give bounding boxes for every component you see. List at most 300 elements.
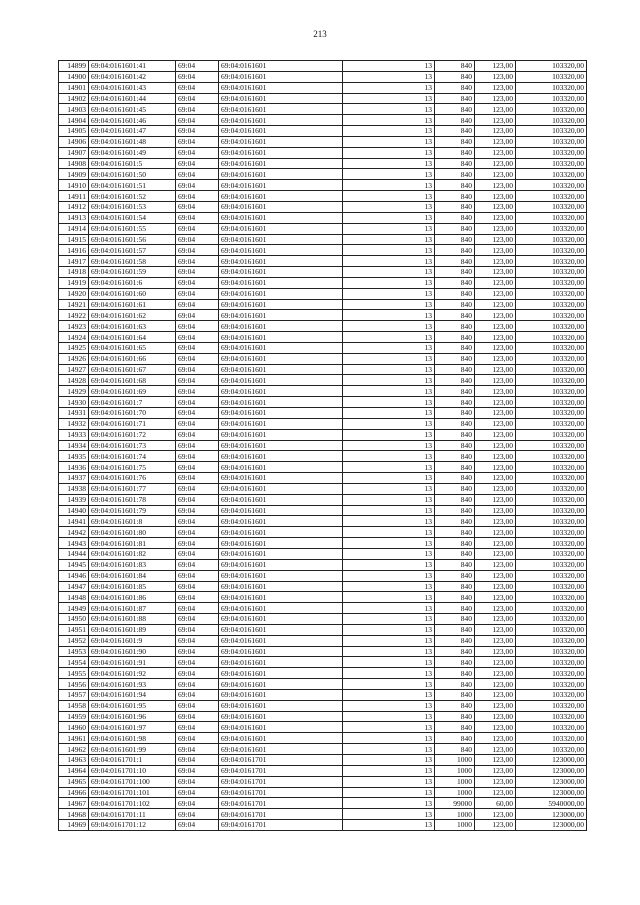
row-number-cell: 14926 bbox=[59, 353, 89, 364]
district-code-cell: 69:04 bbox=[176, 82, 219, 93]
row-number-cell: 14911 bbox=[59, 191, 89, 202]
table-row bbox=[59, 408, 587, 419]
area-cell: 1000 bbox=[435, 820, 475, 831]
district-code-cell: 69:04 bbox=[176, 115, 219, 126]
cadastral-number-cell: 69:04:0161601:92 bbox=[89, 668, 176, 679]
district-code-cell: 69:04 bbox=[176, 440, 219, 451]
table-row bbox=[59, 234, 587, 245]
cadastral-number-cell: 69:04:0161601:57 bbox=[89, 245, 176, 256]
zone-cell: 13 bbox=[343, 798, 435, 809]
zone-cell: 13 bbox=[343, 689, 435, 700]
table-row bbox=[59, 397, 587, 408]
row-number-cell: 14917 bbox=[59, 256, 89, 267]
cadastral-number-cell: 69:04:0161601:58 bbox=[89, 256, 176, 267]
area-cell: 840 bbox=[435, 104, 475, 115]
zone-cell: 13 bbox=[343, 201, 435, 212]
cadastral-value-cell: 103320,00 bbox=[516, 473, 587, 484]
district-code-cell: 69:04 bbox=[176, 61, 219, 72]
area-cell: 840 bbox=[435, 212, 475, 223]
row-number-cell: 14944 bbox=[59, 548, 89, 559]
row-number-cell: 14912 bbox=[59, 201, 89, 212]
zone-cell: 13 bbox=[343, 169, 435, 180]
rate-cell: 123,00 bbox=[475, 646, 516, 657]
cadastral-value-cell: 103320,00 bbox=[516, 397, 587, 408]
row-number-cell: 14939 bbox=[59, 494, 89, 505]
zone-cell: 13 bbox=[343, 223, 435, 234]
quarter-code-cell: 69:04:0161601 bbox=[219, 744, 343, 755]
area-cell: 840 bbox=[435, 115, 475, 126]
row-number-cell: 14923 bbox=[59, 321, 89, 332]
zone-cell: 13 bbox=[343, 592, 435, 603]
quarter-code-cell: 69:04:0161601 bbox=[219, 418, 343, 429]
rate-cell: 123,00 bbox=[475, 755, 516, 766]
rate-cell: 123,00 bbox=[475, 733, 516, 744]
rate-cell: 123,00 bbox=[475, 473, 516, 484]
district-code-cell: 69:04 bbox=[176, 689, 219, 700]
district-code-cell: 69:04 bbox=[176, 624, 219, 635]
district-code-cell: 69:04 bbox=[176, 614, 219, 625]
quarter-code-cell: 69:04:0161601 bbox=[219, 180, 343, 191]
rate-cell: 123,00 bbox=[475, 397, 516, 408]
district-code-cell: 69:04 bbox=[176, 126, 219, 137]
quarter-code-cell: 69:04:0161601 bbox=[219, 483, 343, 494]
cadastral-value-cell: 103320,00 bbox=[516, 494, 587, 505]
zone-cell: 13 bbox=[343, 548, 435, 559]
rate-cell: 123,00 bbox=[475, 820, 516, 831]
district-code-cell: 69:04 bbox=[176, 429, 219, 440]
cadastral-number-cell: 69:04:0161701:101 bbox=[89, 787, 176, 798]
area-cell: 840 bbox=[435, 310, 475, 321]
quarter-code-cell: 69:04:0161601 bbox=[219, 473, 343, 484]
area-cell: 840 bbox=[435, 82, 475, 93]
row-number-cell: 14947 bbox=[59, 581, 89, 592]
quarter-code-cell: 69:04:0161601 bbox=[219, 559, 343, 570]
row-number-cell: 14961 bbox=[59, 733, 89, 744]
zone-cell: 13 bbox=[343, 722, 435, 733]
cadastral-value-cell: 103320,00 bbox=[516, 364, 587, 375]
zone-cell: 13 bbox=[343, 342, 435, 353]
table-row bbox=[59, 668, 587, 679]
district-code-cell: 69:04 bbox=[176, 494, 219, 505]
cadastral-number-cell: 69:04:0161701:100 bbox=[89, 776, 176, 787]
cadastral-value-cell: 103320,00 bbox=[516, 299, 587, 310]
cadastral-value-cell: 103320,00 bbox=[516, 61, 587, 72]
rate-cell: 123,00 bbox=[475, 787, 516, 798]
district-code-cell: 69:04 bbox=[176, 364, 219, 375]
quarter-code-cell: 69:04:0161601 bbox=[219, 722, 343, 733]
cadastral-number-cell: 69:04:0161601:74 bbox=[89, 451, 176, 462]
row-number-cell: 14940 bbox=[59, 505, 89, 516]
row-number-cell: 14914 bbox=[59, 223, 89, 234]
table-row bbox=[59, 809, 587, 820]
zone-cell: 13 bbox=[343, 299, 435, 310]
cadastral-number-cell: 69:04:0161601:94 bbox=[89, 689, 176, 700]
rate-cell: 123,00 bbox=[475, 689, 516, 700]
district-code-cell: 69:04 bbox=[176, 679, 219, 690]
quarter-code-cell: 69:04:0161601 bbox=[219, 527, 343, 538]
cadastral-value-cell: 103320,00 bbox=[516, 82, 587, 93]
row-number-cell: 14927 bbox=[59, 364, 89, 375]
row-number-cell: 14946 bbox=[59, 570, 89, 581]
cadastral-value-cell: 103320,00 bbox=[516, 429, 587, 440]
rate-cell: 123,00 bbox=[475, 581, 516, 592]
zone-cell: 13 bbox=[343, 364, 435, 375]
district-code-cell: 69:04 bbox=[176, 310, 219, 321]
zone-cell: 13 bbox=[343, 614, 435, 625]
row-number-cell: 14955 bbox=[59, 668, 89, 679]
rate-cell: 123,00 bbox=[475, 234, 516, 245]
quarter-code-cell: 69:04:0161601 bbox=[219, 115, 343, 126]
rate-cell: 123,00 bbox=[475, 657, 516, 668]
zone-cell: 13 bbox=[343, 440, 435, 451]
rate-cell: 123,00 bbox=[475, 614, 516, 625]
cadastral-value-cell: 103320,00 bbox=[516, 722, 587, 733]
area-cell: 840 bbox=[435, 646, 475, 657]
cadastral-number-cell: 69:04:0161601:80 bbox=[89, 527, 176, 538]
district-code-cell: 69:04 bbox=[176, 548, 219, 559]
zone-cell: 13 bbox=[343, 267, 435, 278]
quarter-code-cell: 69:04:0161601 bbox=[219, 71, 343, 82]
quarter-code-cell: 69:04:0161601 bbox=[219, 126, 343, 137]
area-cell: 840 bbox=[435, 245, 475, 256]
rate-cell: 123,00 bbox=[475, 256, 516, 267]
rate-cell: 123,00 bbox=[475, 71, 516, 82]
table-row bbox=[59, 429, 587, 440]
quarter-code-cell: 69:04:0161601 bbox=[219, 440, 343, 451]
row-number-cell: 14959 bbox=[59, 711, 89, 722]
quarter-code-cell: 69:04:0161601 bbox=[219, 646, 343, 657]
rate-cell: 123,00 bbox=[475, 375, 516, 386]
cadastral-value-cell: 103320,00 bbox=[516, 711, 587, 722]
cadastral-number-cell: 69:04:0161601:86 bbox=[89, 592, 176, 603]
cadastral-value-cell: 103320,00 bbox=[516, 646, 587, 657]
cadastral-value-cell: 123000,00 bbox=[516, 809, 587, 820]
district-code-cell: 69:04 bbox=[176, 516, 219, 527]
zone-cell: 13 bbox=[343, 277, 435, 288]
cadastral-number-cell: 69:04:0161601:55 bbox=[89, 223, 176, 234]
table-row bbox=[59, 548, 587, 559]
zone-cell: 13 bbox=[343, 180, 435, 191]
rate-cell: 123,00 bbox=[475, 136, 516, 147]
rate-cell: 123,00 bbox=[475, 570, 516, 581]
table-row bbox=[59, 494, 587, 505]
district-code-cell: 69:04 bbox=[176, 191, 219, 202]
district-code-cell: 69:04 bbox=[176, 299, 219, 310]
cadastral-value-cell: 103320,00 bbox=[516, 679, 587, 690]
zone-cell: 13 bbox=[343, 483, 435, 494]
area-cell: 840 bbox=[435, 126, 475, 137]
cadastral-value-cell: 103320,00 bbox=[516, 483, 587, 494]
area-cell: 840 bbox=[435, 364, 475, 375]
cadastral-value-cell: 103320,00 bbox=[516, 462, 587, 473]
table-row bbox=[59, 679, 587, 690]
area-cell: 840 bbox=[435, 418, 475, 429]
district-code-cell: 69:04 bbox=[176, 397, 219, 408]
row-number-cell: 14956 bbox=[59, 679, 89, 690]
district-code-cell: 69:04 bbox=[176, 668, 219, 679]
table-row bbox=[59, 310, 587, 321]
table-row bbox=[59, 169, 587, 180]
table-row bbox=[59, 201, 587, 212]
area-cell: 840 bbox=[435, 733, 475, 744]
quarter-code-cell: 69:04:0161601 bbox=[219, 256, 343, 267]
district-code-cell: 69:04 bbox=[176, 462, 219, 473]
area-cell: 840 bbox=[435, 711, 475, 722]
rate-cell: 123,00 bbox=[475, 765, 516, 776]
quarter-code-cell: 69:04:0161601 bbox=[219, 538, 343, 549]
zone-cell: 13 bbox=[343, 820, 435, 831]
area-cell: 840 bbox=[435, 451, 475, 462]
district-code-cell: 69:04 bbox=[176, 798, 219, 809]
area-cell: 840 bbox=[435, 191, 475, 202]
quarter-code-cell: 69:04:0161601 bbox=[219, 689, 343, 700]
cadastral-value-cell: 103320,00 bbox=[516, 635, 587, 646]
quarter-code-cell: 69:04:0161601 bbox=[219, 61, 343, 72]
rate-cell: 123,00 bbox=[475, 635, 516, 646]
row-number-cell: 14936 bbox=[59, 462, 89, 473]
table-row bbox=[59, 299, 587, 310]
cadastral-value-cell: 103320,00 bbox=[516, 559, 587, 570]
district-code-cell: 69:04 bbox=[176, 342, 219, 353]
registry-table bbox=[58, 60, 587, 831]
rate-cell: 123,00 bbox=[475, 61, 516, 72]
district-code-cell: 69:04 bbox=[176, 234, 219, 245]
cadastral-value-cell: 103320,00 bbox=[516, 126, 587, 137]
row-number-cell: 14909 bbox=[59, 169, 89, 180]
table-row bbox=[59, 191, 587, 202]
cadastral-value-cell: 103320,00 bbox=[516, 505, 587, 516]
rate-cell: 123,00 bbox=[475, 462, 516, 473]
table-row bbox=[59, 451, 587, 462]
quarter-code-cell: 69:04:0161601 bbox=[219, 711, 343, 722]
zone-cell: 13 bbox=[343, 624, 435, 635]
quarter-code-cell: 69:04:0161601 bbox=[219, 581, 343, 592]
rate-cell: 123,00 bbox=[475, 158, 516, 169]
district-code-cell: 69:04 bbox=[176, 93, 219, 104]
quarter-code-cell: 69:04:0161601 bbox=[219, 169, 343, 180]
cadastral-number-cell: 69:04:0161601:53 bbox=[89, 201, 176, 212]
zone-cell: 13 bbox=[343, 158, 435, 169]
table-row bbox=[59, 689, 587, 700]
zone-cell: 13 bbox=[343, 635, 435, 646]
cadastral-value-cell: 103320,00 bbox=[516, 191, 587, 202]
zone-cell: 13 bbox=[343, 657, 435, 668]
district-code-cell: 69:04 bbox=[176, 820, 219, 831]
cadastral-number-cell: 69:04:0161601:70 bbox=[89, 408, 176, 419]
row-number-cell: 14949 bbox=[59, 603, 89, 614]
row-number-cell: 14919 bbox=[59, 277, 89, 288]
cadastral-number-cell: 69:04:0161701:10 bbox=[89, 765, 176, 776]
quarter-code-cell: 69:04:0161601 bbox=[219, 505, 343, 516]
table-row bbox=[59, 711, 587, 722]
cadastral-number-cell: 69:04:0161601:5 bbox=[89, 158, 176, 169]
cadastral-number-cell: 69:04:0161601:64 bbox=[89, 332, 176, 343]
zone-cell: 13 bbox=[343, 147, 435, 158]
rate-cell: 123,00 bbox=[475, 223, 516, 234]
row-number-cell: 14906 bbox=[59, 136, 89, 147]
district-code-cell: 69:04 bbox=[176, 169, 219, 180]
district-code-cell: 69:04 bbox=[176, 408, 219, 419]
cadastral-number-cell: 69:04:0161701:11 bbox=[89, 809, 176, 820]
district-code-cell: 69:04 bbox=[176, 256, 219, 267]
rate-cell: 123,00 bbox=[475, 700, 516, 711]
table-row bbox=[59, 256, 587, 267]
row-number-cell: 14910 bbox=[59, 180, 89, 191]
quarter-code-cell: 69:04:0161601 bbox=[219, 429, 343, 440]
rate-cell: 123,00 bbox=[475, 245, 516, 256]
cadastral-value-cell: 103320,00 bbox=[516, 614, 587, 625]
area-cell: 840 bbox=[435, 234, 475, 245]
cadastral-value-cell: 103320,00 bbox=[516, 332, 587, 343]
district-code-cell: 69:04 bbox=[176, 559, 219, 570]
row-number-cell: 14958 bbox=[59, 700, 89, 711]
area-cell: 840 bbox=[435, 483, 475, 494]
quarter-code-cell: 69:04:0161601 bbox=[219, 668, 343, 679]
area-cell: 840 bbox=[435, 570, 475, 581]
cadastral-value-cell: 103320,00 bbox=[516, 527, 587, 538]
cadastral-number-cell: 69:04:0161601:67 bbox=[89, 364, 176, 375]
table-row bbox=[59, 223, 587, 234]
quarter-code-cell: 69:04:0161601 bbox=[219, 700, 343, 711]
zone-cell: 13 bbox=[343, 462, 435, 473]
area-cell: 840 bbox=[435, 267, 475, 278]
table-row bbox=[59, 462, 587, 473]
table-row bbox=[59, 321, 587, 332]
table-row bbox=[59, 765, 587, 776]
cadastral-value-cell: 103320,00 bbox=[516, 288, 587, 299]
cadastral-value-cell: 103320,00 bbox=[516, 657, 587, 668]
row-number-cell: 14903 bbox=[59, 104, 89, 115]
table-row bbox=[59, 82, 587, 93]
area-cell: 840 bbox=[435, 147, 475, 158]
area-cell: 840 bbox=[435, 180, 475, 191]
zone-cell: 13 bbox=[343, 559, 435, 570]
cadastral-value-cell: 103320,00 bbox=[516, 277, 587, 288]
cadastral-value-cell: 123000,00 bbox=[516, 765, 587, 776]
row-number-cell: 14954 bbox=[59, 657, 89, 668]
table-row bbox=[59, 603, 587, 614]
quarter-code-cell: 69:04:0161701 bbox=[219, 798, 343, 809]
table-row bbox=[59, 505, 587, 516]
cadastral-number-cell: 69:04:0161601:69 bbox=[89, 386, 176, 397]
table-row bbox=[59, 61, 587, 72]
quarter-code-cell: 69:04:0161601 bbox=[219, 93, 343, 104]
zone-cell: 13 bbox=[343, 733, 435, 744]
table-row bbox=[59, 516, 587, 527]
cadastral-number-cell: 69:04:0161601:46 bbox=[89, 115, 176, 126]
zone-cell: 13 bbox=[343, 744, 435, 755]
area-cell: 840 bbox=[435, 71, 475, 82]
quarter-code-cell: 69:04:0161701 bbox=[219, 809, 343, 820]
area-cell: 840 bbox=[435, 689, 475, 700]
rate-cell: 123,00 bbox=[475, 711, 516, 722]
district-code-cell: 69:04 bbox=[176, 483, 219, 494]
district-code-cell: 69:04 bbox=[176, 136, 219, 147]
district-code-cell: 69:04 bbox=[176, 375, 219, 386]
zone-cell: 13 bbox=[343, 245, 435, 256]
district-code-cell: 69:04 bbox=[176, 277, 219, 288]
cadastral-number-cell: 69:04:0161601:78 bbox=[89, 494, 176, 505]
row-number-cell: 14967 bbox=[59, 798, 89, 809]
zone-cell: 13 bbox=[343, 668, 435, 679]
row-number-cell: 14942 bbox=[59, 527, 89, 538]
area-cell: 840 bbox=[435, 299, 475, 310]
rate-cell: 123,00 bbox=[475, 82, 516, 93]
district-code-cell: 69:04 bbox=[176, 581, 219, 592]
zone-cell: 13 bbox=[343, 321, 435, 332]
cadastral-number-cell: 69:04:0161601:9 bbox=[89, 635, 176, 646]
district-code-cell: 69:04 bbox=[176, 744, 219, 755]
cadastral-value-cell: 103320,00 bbox=[516, 147, 587, 158]
quarter-code-cell: 69:04:0161601 bbox=[219, 592, 343, 603]
zone-cell: 13 bbox=[343, 61, 435, 72]
cadastral-value-cell: 103320,00 bbox=[516, 700, 587, 711]
cadastral-number-cell: 69:04:0161601:52 bbox=[89, 191, 176, 202]
quarter-code-cell: 69:04:0161601 bbox=[219, 408, 343, 419]
cadastral-number-cell: 69:04:0161601:84 bbox=[89, 570, 176, 581]
quarter-code-cell: 69:04:0161601 bbox=[219, 299, 343, 310]
cadastral-number-cell: 69:04:0161601:73 bbox=[89, 440, 176, 451]
cadastral-value-cell: 103320,00 bbox=[516, 668, 587, 679]
zone-cell: 13 bbox=[343, 505, 435, 516]
cadastral-number-cell: 69:04:0161601:97 bbox=[89, 722, 176, 733]
table-row bbox=[59, 624, 587, 635]
quarter-code-cell: 69:04:0161601 bbox=[219, 624, 343, 635]
cadastral-number-cell: 69:04:0161601:79 bbox=[89, 505, 176, 516]
rate-cell: 123,00 bbox=[475, 332, 516, 343]
cadastral-number-cell: 69:04:0161601:68 bbox=[89, 375, 176, 386]
rate-cell: 123,00 bbox=[475, 418, 516, 429]
cadastral-value-cell: 5940000,00 bbox=[516, 798, 587, 809]
table-row bbox=[59, 267, 587, 278]
zone-cell: 13 bbox=[343, 332, 435, 343]
district-code-cell: 69:04 bbox=[176, 332, 219, 343]
cadastral-number-cell: 69:04:0161601:65 bbox=[89, 342, 176, 353]
table-row bbox=[59, 158, 587, 169]
cadastral-number-cell: 69:04:0161601:44 bbox=[89, 93, 176, 104]
rate-cell: 123,00 bbox=[475, 408, 516, 419]
cadastral-value-cell: 103320,00 bbox=[516, 169, 587, 180]
quarter-code-cell: 69:04:0161601 bbox=[219, 516, 343, 527]
cadastral-value-cell: 103320,00 bbox=[516, 538, 587, 549]
zone-cell: 13 bbox=[343, 126, 435, 137]
row-number-cell: 14905 bbox=[59, 126, 89, 137]
cadastral-number-cell: 69:04:0161601:66 bbox=[89, 353, 176, 364]
rate-cell: 123,00 bbox=[475, 776, 516, 787]
cadastral-value-cell: 103320,00 bbox=[516, 342, 587, 353]
district-code-cell: 69:04 bbox=[176, 646, 219, 657]
cadastral-value-cell: 103320,00 bbox=[516, 201, 587, 212]
row-number-cell: 14929 bbox=[59, 386, 89, 397]
area-cell: 840 bbox=[435, 386, 475, 397]
zone-cell: 13 bbox=[343, 408, 435, 419]
cadastral-number-cell: 69:04:0161601:6 bbox=[89, 277, 176, 288]
row-number-cell: 14921 bbox=[59, 299, 89, 310]
row-number-cell: 14901 bbox=[59, 82, 89, 93]
zone-cell: 13 bbox=[343, 473, 435, 484]
row-number-cell: 14920 bbox=[59, 288, 89, 299]
area-cell: 840 bbox=[435, 462, 475, 473]
cadastral-value-cell: 103320,00 bbox=[516, 516, 587, 527]
rate-cell: 123,00 bbox=[475, 744, 516, 755]
row-number-cell: 14931 bbox=[59, 408, 89, 419]
row-number-cell: 14962 bbox=[59, 744, 89, 755]
row-number-cell: 14950 bbox=[59, 614, 89, 625]
quarter-code-cell: 69:04:0161601 bbox=[219, 603, 343, 614]
cadastral-value-cell: 103320,00 bbox=[516, 223, 587, 234]
cadastral-number-cell: 69:04:0161601:90 bbox=[89, 646, 176, 657]
cadastral-value-cell: 123000,00 bbox=[516, 755, 587, 766]
